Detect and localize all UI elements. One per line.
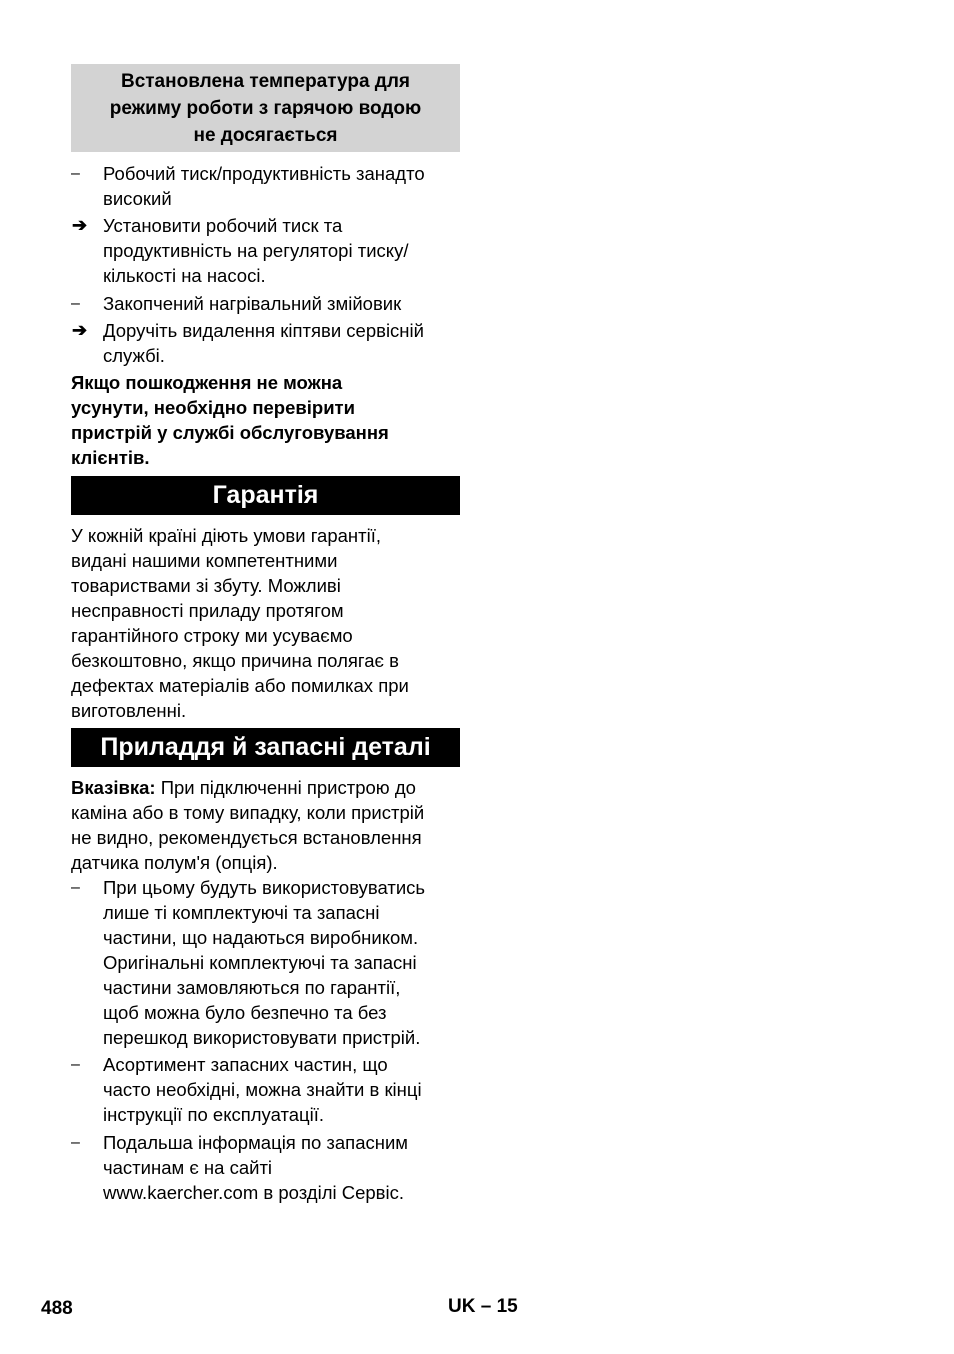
accessories-item-text: При цьому будуть використовуватись bbox=[103, 877, 426, 898]
warranty-text: дефектах матеріалів або помилках при bbox=[71, 675, 409, 696]
accessories-item-text: інструкції по експлуатації. bbox=[103, 1104, 325, 1125]
service-notice: клієнтів. bbox=[71, 447, 150, 468]
accessories-item-text: Асортимент запасних частин, що bbox=[103, 1054, 388, 1075]
warranty-text: товариствами зі збуту. Можливі bbox=[71, 575, 341, 596]
accessories-item-text: щоб можна було безпечно та без bbox=[103, 1002, 387, 1023]
fault-section-title bbox=[71, 64, 460, 152]
accessories-item-text: перешкод використовувати пристрій. bbox=[103, 1027, 421, 1048]
fault-item-text: кількості на насосі. bbox=[103, 265, 266, 286]
note-label: Вказівка: bbox=[71, 777, 156, 798]
dash-bullet: – bbox=[71, 295, 80, 312]
fault-item-text: службі. bbox=[103, 345, 165, 366]
accessories-item-text: частини замовляються по гарантії, bbox=[103, 977, 401, 998]
service-notice: пристрій у службі обслуговування bbox=[71, 422, 389, 443]
accessories-item-text: Оригінальні комплектуючі та запасні bbox=[103, 952, 417, 973]
dash-bullet: – bbox=[71, 879, 80, 896]
fault-title-line: Встановлена температура для bbox=[120, 71, 411, 92]
fault-item-text: високий bbox=[103, 188, 172, 209]
fault-item-text: Доручіть видалення кіптяви сервісній bbox=[103, 320, 424, 341]
dash-bullet: – bbox=[71, 165, 80, 182]
note-text: При підключенні пристрою до bbox=[155, 777, 416, 798]
language-page-label: UK – 15 bbox=[448, 1296, 518, 1317]
accessories-heading: Приладдя й запасні деталі bbox=[71, 728, 460, 767]
warranty-heading: Гарантія bbox=[71, 476, 460, 515]
accessories-item-text: лише ті комплектуючі та запасні bbox=[103, 902, 380, 923]
fault-item-text: Закопчений нагрівальний змійовик bbox=[103, 293, 402, 314]
fault-item-text: продуктивність на регуляторі тиску/ bbox=[103, 240, 409, 261]
arrow-icon: ➔ bbox=[72, 215, 88, 235]
accessories-item-text: частини, що надаються виробником. bbox=[103, 927, 419, 948]
fault-item-text: Робочий тиск/продуктивність занадто bbox=[103, 163, 425, 184]
accessories-item-text: частинам є на сайті bbox=[103, 1157, 273, 1178]
service-notice: усунути, необхідно перевірити bbox=[71, 397, 355, 418]
warranty-text: видані нашими компетентними bbox=[71, 550, 338, 571]
note-text: не видно, рекомендується встановлення bbox=[71, 827, 422, 848]
warranty-text: У кожній країні діють умови гарантії, bbox=[71, 525, 381, 546]
warranty-text: гарантійного строку ми усуваємо bbox=[71, 625, 353, 646]
accessories-item-text: www.kaercher.com в розділі Сервіс. bbox=[103, 1182, 405, 1203]
warranty-text: виготовленні. bbox=[71, 700, 187, 721]
accessories-note bbox=[71, 775, 416, 800]
arrow-icon: ➔ bbox=[72, 320, 88, 340]
warranty-text: безкоштовно, якщо причина полягає в bbox=[71, 650, 399, 671]
warranty-text: несправності приладу протягом bbox=[71, 600, 344, 621]
fault-item-text: Установити робочий тиск та bbox=[103, 215, 343, 236]
note-text: каміна або в тому випадку, коли пристрій bbox=[71, 802, 425, 823]
dash-bullet: – bbox=[71, 1134, 80, 1151]
fault-title-line: не досягається bbox=[193, 125, 338, 146]
dash-bullet: – bbox=[71, 1056, 80, 1073]
note-text: датчика полум'я (опція). bbox=[71, 852, 278, 873]
accessories-item-text: часто необхідні, можна знайти в кінці bbox=[103, 1079, 422, 1100]
service-notice: Якщо пошкодження не можна bbox=[71, 372, 343, 393]
accessories-item-text: Подальша інформація по запасним bbox=[103, 1132, 409, 1153]
page-number: 488 bbox=[41, 1298, 73, 1319]
fault-title-line: режиму роботи з гарячою водою bbox=[109, 98, 422, 119]
